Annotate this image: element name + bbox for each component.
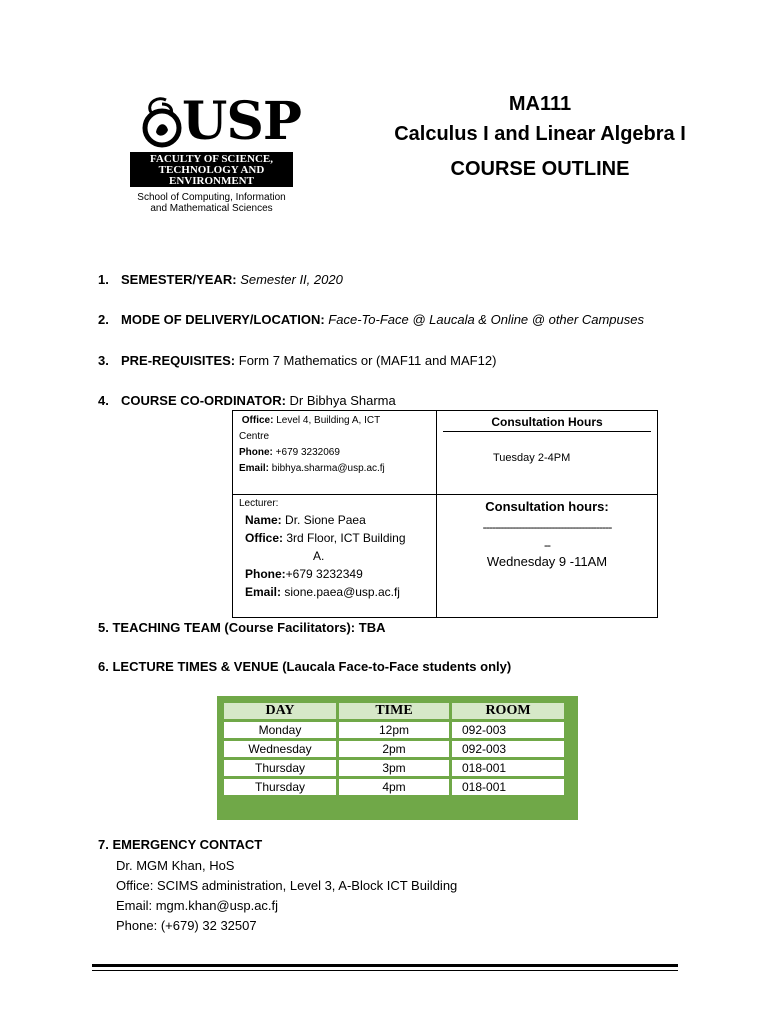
room-cell: 092-003: [452, 722, 564, 738]
lecturer-office: [245, 529, 436, 547]
office-label: Office:: [241, 415, 274, 426]
time-cell: 3pm: [339, 760, 449, 776]
course-name: Calculus I and Linear Algebra I: [394, 123, 686, 145]
lecturer-office-cont: A.: [313, 549, 325, 563]
course-code: MA111: [508, 93, 572, 115]
faculty-line: FACULTY OF SCIENCE,: [150, 153, 273, 165]
item-label: SEMESTER/YEAR:: [121, 272, 237, 287]
lecturer-consultation-cell: [437, 495, 658, 618]
time-cell: 12pm: [339, 722, 449, 738]
consultation-time: Wednesday 9 -11AM: [486, 554, 608, 569]
document-title: COURSE OUTLINE: [450, 158, 630, 180]
day-cell: Thursday: [224, 779, 336, 795]
lecturer-name: [245, 511, 436, 529]
phone-value: +679 3232069: [275, 447, 340, 458]
table-header-row: [224, 703, 564, 719]
semester-item: [98, 272, 343, 288]
item-number: 4.: [98, 393, 109, 408]
school-line: School of Computing, Information: [137, 192, 286, 203]
lecturer-label: Lecturer:: [239, 498, 279, 509]
teaching-team: 5. TEACHING TEAM (Course Facilitators): TBA: [98, 620, 386, 635]
lecturer-phone: [245, 565, 436, 583]
dash-line-cont: --: [544, 538, 550, 552]
office-value-cont: Centre: [239, 431, 270, 442]
lecture-times-heading: 6. LECTURE TIMES & VENUE (Laucala Face-to-Face students only): [98, 659, 512, 674]
mode-item: [98, 312, 644, 328]
item-number: 1.: [98, 272, 109, 287]
consultation-time: Tuesday 2-4PM: [493, 452, 571, 464]
email-value: sione.paea@usp.ac.fj: [284, 585, 400, 599]
header-cell: ROOM: [452, 703, 564, 719]
name-value: Dr. Sione Paea: [285, 513, 366, 527]
lecture-times-table: [217, 696, 578, 820]
item-number: 3.: [98, 353, 109, 368]
item-label: COURSE CO-ORDINATOR:: [121, 393, 286, 408]
coordinator-email: [233, 461, 436, 477]
consultation-cell: [437, 411, 658, 495]
office-value: Level 4, Building A, ICT: [276, 415, 381, 426]
time-cell: 4pm: [339, 779, 449, 795]
emergency-phone: Phone: (+679) 32 32507: [116, 918, 257, 933]
phone-label: Phone:: [245, 567, 286, 581]
day-cell: Thursday: [224, 760, 336, 776]
emergency-office: Office: SCIMS administration, Level 3, A-Block ICT Building: [116, 878, 458, 893]
school-line: and Mathematical Sciences: [150, 203, 273, 214]
item-value: Face-To-Face @ Laucala & Online @ other Campuses: [328, 312, 644, 327]
coordinator-item: [98, 393, 396, 409]
consultation-heading: Consultation Hours: [443, 415, 651, 432]
school-name: [130, 192, 293, 214]
faculty-line: TECHNOLOGY AND: [158, 164, 265, 176]
footer-rule: [92, 964, 678, 967]
usp-emblem-icon: [140, 96, 184, 148]
coordinator-contact-cell: [233, 411, 437, 495]
header-cell: DAY: [224, 703, 336, 719]
coordinator-table: [232, 410, 658, 618]
item-number: 2.: [98, 312, 109, 327]
header-cell: TIME: [339, 703, 449, 719]
day-cell: Monday: [224, 722, 336, 738]
table-row: [224, 779, 564, 795]
faculty-banner: [130, 152, 293, 187]
phone-label: Phone:: [239, 447, 273, 458]
prereq-item: [98, 353, 496, 369]
room-cell: 018-001: [452, 779, 564, 795]
office-value: 3rd Floor, ICT Building: [286, 531, 406, 545]
room-cell: 092-003: [452, 741, 564, 757]
email-value: bibhya.sharma@usp.ac.fj: [271, 463, 385, 474]
item-value: Dr Bibhya Sharma: [289, 393, 396, 408]
item-label: PRE-REQUISITES:: [121, 353, 236, 368]
emergency-contact-heading: 7. EMERGENCY CONTACT: [98, 837, 263, 852]
emergency-name: Dr. MGM Khan, HoS: [116, 858, 235, 873]
name-label: Name:: [245, 513, 282, 527]
item-value: Semester II, 2020: [240, 272, 343, 287]
time-cell: 2pm: [339, 741, 449, 757]
item-label: MODE OF DELIVERY/LOCATION:: [121, 312, 325, 327]
lecturer-details: [233, 509, 436, 601]
emergency-email: Email: mgm.khan@usp.ac.fj: [116, 898, 279, 913]
coordinator-phone: [233, 445, 436, 461]
table-row: [224, 722, 564, 738]
lecturer-contact-cell: [233, 495, 437, 618]
coordinator-office: [233, 411, 436, 445]
table-row: [224, 741, 564, 757]
dash-line: -------------------------------------------: [482, 520, 612, 534]
footer-rule-thin: [92, 970, 678, 971]
day-cell: Wednesday: [224, 741, 336, 757]
room-cell: 018-001: [452, 760, 564, 776]
lecturer-email: [245, 583, 436, 601]
office-label: Office:: [245, 531, 284, 545]
table-row: [224, 760, 564, 776]
email-label: Email:: [245, 585, 282, 599]
usp-wordmark: USP: [182, 91, 302, 152]
faculty-line: ENVIRONMENT: [169, 175, 254, 187]
item-value: Form 7 Mathematics or (MAF11 and MAF12): [238, 353, 497, 368]
phone-value: +679 3232349: [285, 567, 363, 581]
consultation-heading: Consultation hours:: [485, 499, 609, 514]
email-label: Email:: [239, 463, 270, 474]
